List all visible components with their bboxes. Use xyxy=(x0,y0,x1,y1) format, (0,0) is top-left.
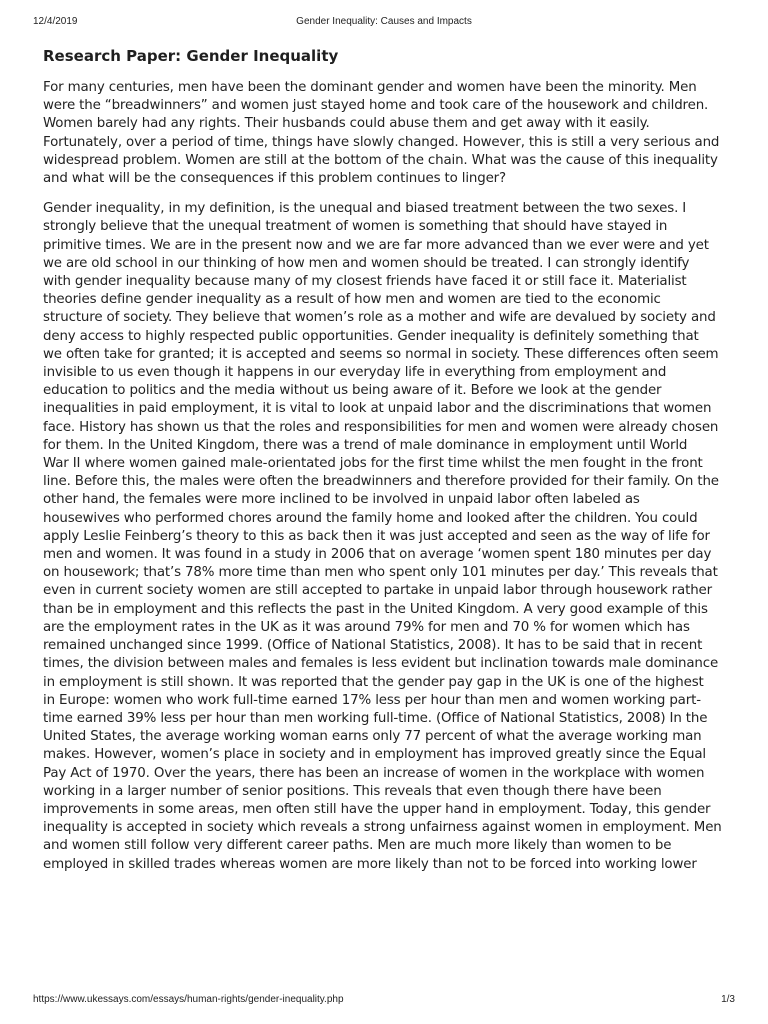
text-line: strongly believe that the unequal treatment of women is something that should have stayed in xyxy=(43,219,668,235)
text-line: widespread problem. Women are still at the bottom of the chain. What was the cause of this inequality xyxy=(43,152,718,168)
text-line: employed in skilled trades whereas women are more likely than not to be forced into working lower xyxy=(43,856,697,872)
text-line: United States, the average working woman earns only 77 percent of what the average working man xyxy=(43,729,702,745)
text-line: Women barely had any rights. Their husbands could abuse them and get away with it easily. xyxy=(43,116,650,132)
text-line: on housework; that’s 78% more time than men who spent only 101 minutes per day.’ This reveals that xyxy=(43,565,718,581)
print-header xyxy=(33,16,735,30)
text-line: are the employment rates in the UK as it was around 79% for men and 70 % for women which has xyxy=(43,619,690,635)
print-footer xyxy=(33,994,735,1008)
text-line: men and women. It was found in a study in 2006 that on average ‘women spent 180 minutes per day xyxy=(43,547,712,563)
print-page-title: Gender Inequality: Causes and Impacts xyxy=(296,16,472,27)
text-line: primitive times. We are in the present now and we are far more advanced than we ever were and yet xyxy=(43,237,709,253)
text-line: inequalities in paid employment, it is vital to look at unpaid labor and the discriminations that women xyxy=(43,401,712,417)
text-line: education to politics and the media without us being aware of it. Before we look at the gender xyxy=(43,383,662,399)
text-line: other hand, the females were more inclined to be involved in unpaid labor often labeled as xyxy=(43,492,640,508)
text-line: remained unchanged since 1999. (Office of National Statistics, 2008). It has to be said that in recent xyxy=(43,638,703,654)
text-line: for them. In the United Kingdom, there was a trend of male dominance in employment until World xyxy=(43,437,688,453)
text-line: with gender inequality because many of my closest friends have faced it or still face it. Materialist xyxy=(43,274,687,290)
text-line: and what will be the consequences if this problem continues to linger? xyxy=(43,171,506,187)
text-line: War II where women gained male-orientated jobs for the first time whilst the men fought in the front xyxy=(43,456,703,472)
page-number: 1/3 xyxy=(721,994,735,1005)
text-line: Fortunately, over a period of time, things have slowly changed. However, this is still a very serious and xyxy=(43,134,720,150)
text-line: time earned 39% less per hour than men working full-time. (Office of National Statistics, 2008) In the xyxy=(43,710,708,726)
paragraph-1 xyxy=(43,79,733,188)
text-line: even in current society women are still accepted to partake in unpaid labor through housework rather xyxy=(43,583,712,599)
text-line: we are old school in our thinking of how men and women should be treated. I can strongly identify xyxy=(43,255,690,271)
text-line: Gender inequality, in my definition, is the unequal and biased treatment between the two sexes. I xyxy=(43,201,687,217)
text-line: face. History has shown us that the roles and responsibilities for men and women were already chosen xyxy=(43,419,719,435)
text-line: structure of society. They believe that women’s role as a mother and wife are devalued by society and xyxy=(43,310,716,326)
text-line: working in a larger number of senior positions. This reveals that even though there have been xyxy=(43,783,662,799)
text-line: deny access to highly respected public opportunities. Gender inequality is definitely something that xyxy=(43,328,699,344)
text-line: theories define gender inequality as a result of how men and women are tied to the economic xyxy=(43,292,661,308)
text-line: in Europe: women who work full-time earned 17% less per hour than men and women working part- xyxy=(43,692,701,708)
print-date: 12/4/2019 xyxy=(33,16,78,27)
text-line: than be in employment and this reflects the past in the United Kingdom. A very good example of this xyxy=(43,601,708,617)
text-line: in employment is still shown. It was reported that the gender pay gap in the UK is one of the highest xyxy=(43,674,704,690)
text-line: housewives who performed chores around the family home and looked after the children. You could xyxy=(43,510,698,526)
text-line: were the “breadwinners” and women just stayed home and took care of the housework and children. xyxy=(43,98,709,114)
text-line: Pay Act of 1970. Over the years, there has been an increase of women in the workplace with women xyxy=(43,765,705,781)
text-line: inequality is accepted in society which reveals a strong unfairness against women in employment. Men xyxy=(43,820,722,836)
text-line: invisible to us even though it happens in our everyday life in everything from employment and xyxy=(43,365,667,381)
text-line: line. Before this, the males were often the breadwinners and therefore provided for their family. On the xyxy=(43,474,719,490)
document-heading: Research Paper: Gender Inequality xyxy=(43,47,339,65)
text-line: makes. However, women’s place in society and in employment has improved greatly since the Equal xyxy=(43,747,706,763)
text-line: we often take for granted; it is accepted and seems so normal in society. These differences often seem xyxy=(43,346,719,362)
text-line: and women still follow very different career paths. Men are much more likely than women to be xyxy=(43,838,672,854)
source-url[interactable]: https://www.ukessays.com/essays/human-rights/gender-inequality.php xyxy=(33,994,344,1005)
paragraph-2 xyxy=(43,200,733,874)
text-line: apply Leslie Feinberg’s theory to this as back then it was just accepted and seen as the way of life for xyxy=(43,528,710,544)
text-line: improvements in some areas, men often still have the upper hand in employment. Today, this gender xyxy=(43,801,711,817)
document-body xyxy=(43,45,733,886)
text-line: times, the division between males and females is less evident but inclination towards male dominance xyxy=(43,656,719,672)
text-line: For many centuries, men have been the dominant gender and women have been the minority. Men xyxy=(43,80,697,95)
